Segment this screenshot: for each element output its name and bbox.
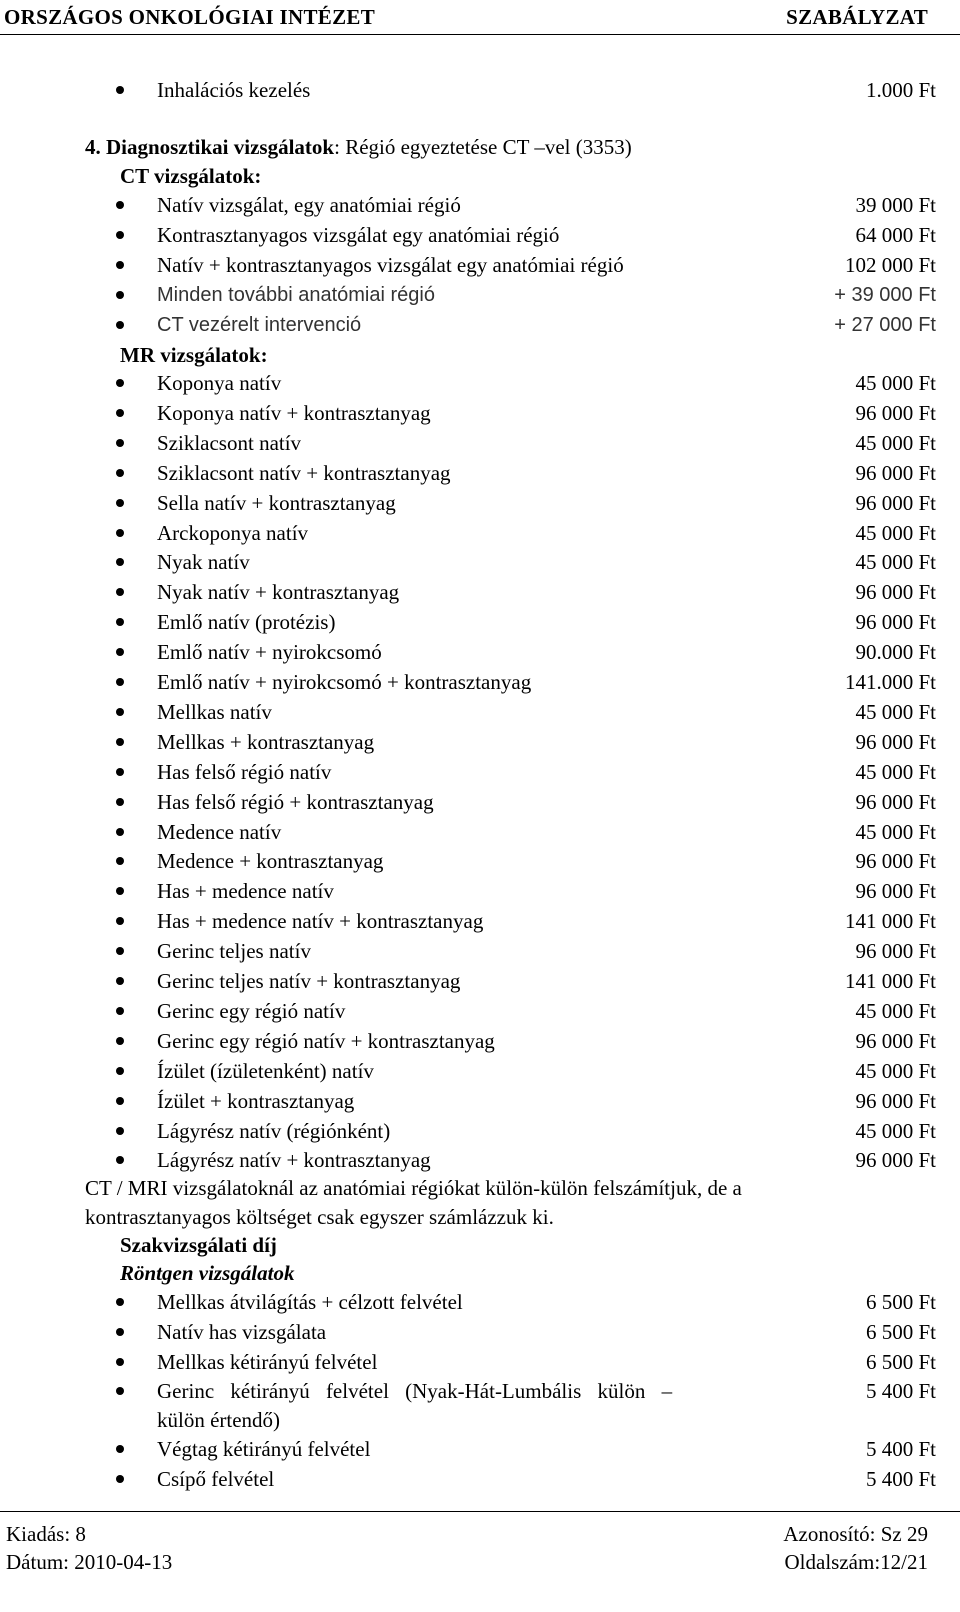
item-label: Gerinc teljes natív + kontrasztanyag [157, 969, 461, 993]
bullet-icon [116, 1358, 124, 1366]
item-label: Gerinc kétirányú felvétel (Nyak-Hát-Lumbális külön – [157, 1379, 673, 1403]
bullet-icon [116, 618, 124, 626]
bullet-icon [116, 409, 124, 417]
bullet-icon [116, 1445, 124, 1453]
item-price: 6 500 Ft [865, 1290, 936, 1314]
item-label: Nyak natív + kontrasztanyag [157, 580, 400, 605]
page-header [0, 0, 960, 35]
item-price: + 27 000 Ft [834, 314, 936, 336]
bullet-icon [116, 1475, 124, 1483]
item-label: Minden további anatómiai régió [157, 284, 435, 306]
item-price: 141 000 Ft [844, 909, 936, 934]
bullet-icon [116, 201, 124, 209]
document-type: SZABÁLYZAT [786, 5, 928, 29]
item-label: Mellkas átvilágítás + célzott felvétel [157, 1290, 463, 1314]
item-label: Has felső régió + kontrasztanyag [157, 789, 434, 814]
item-price: 96 000 Ft [855, 879, 936, 904]
item-price: 45 000 Ft [855, 819, 936, 844]
xray-subheading: Röntgen vizsgálatok [120, 1261, 295, 1285]
item-price: 45 000 Ft [855, 520, 936, 545]
item-price: 5 400 Ft [865, 1379, 936, 1403]
item-label: Csípő felvétel [157, 1467, 275, 1491]
item-label: Koponya natív + kontrasztanyag [157, 400, 431, 425]
item-label: Kontrasztanyagos vizsgálat egy anatómiai régió [157, 223, 560, 247]
bullet-icon [116, 261, 124, 269]
bullet-icon [116, 977, 124, 985]
item-label: Has + medence natív + kontrasztanyag [157, 909, 484, 934]
item-price: 96 000 Ft [855, 789, 936, 814]
item-label: Arckoponya natív [157, 520, 309, 545]
bullet-icon [116, 798, 124, 806]
item-label: Ízület (ízületenként) natív [157, 1058, 374, 1083]
item-label: Mellkas natív [157, 699, 272, 724]
item-price: 45 000 Ft [855, 699, 936, 724]
item-label: Natív vizsgálat, egy anatómiai régió [157, 193, 461, 217]
item-price: 1.000 Ft [865, 78, 936, 102]
item-label: Végtag kétirányú felvétel [157, 1437, 371, 1461]
section-subtitle: : Régió egyeztetése CT –vel (3353) [334, 135, 632, 159]
item-label-continuation: külön értendő) [157, 1408, 281, 1432]
item-price: 45 000 Ft [855, 371, 936, 395]
item-price: 96 000 Ft [855, 580, 936, 605]
ct-heading: CT vizsgálatok: [120, 164, 262, 188]
item-label: Lágyrész natív + kontrasztanyag [157, 1148, 431, 1173]
item-label: Mellkas + kontrasztanyag [157, 729, 375, 754]
item-label: Sella natív + kontrasztanyag [157, 490, 396, 515]
item-price: 96 000 Ft [855, 1148, 936, 1173]
page-footer [0, 1511, 960, 1612]
item-price: 45 000 Ft [855, 430, 936, 455]
bullet-icon [116, 917, 124, 925]
bullet-icon [116, 678, 124, 686]
item-label: Mellkas kétirányú felvétel [157, 1350, 378, 1374]
item-price: 6 500 Ft [865, 1350, 936, 1374]
szak-heading: Szakvizsgálati díj [120, 1233, 277, 1257]
item-price: + 39 000 Ft [834, 284, 936, 306]
bullet-icon [116, 768, 124, 776]
bullet-icon [116, 1067, 124, 1075]
bullet-icon [116, 379, 124, 387]
bullet-icon [116, 558, 124, 566]
bullet-icon [116, 947, 124, 955]
bullet-icon [116, 86, 124, 94]
item-price: 45 000 Ft [855, 1058, 936, 1083]
item-label: Koponya natív [157, 371, 282, 395]
bullet-icon [116, 738, 124, 746]
mr-heading: MR vizsgálatok: [120, 343, 268, 367]
item-price: 96 000 Ft [855, 1088, 936, 1113]
bullet-icon [116, 321, 124, 329]
bullet-icon [116, 231, 124, 239]
bullet-icon [116, 469, 124, 477]
item-label: Emlő natív + nyirokcsomó [157, 640, 382, 665]
item-label: Emlő natív + nyirokcsomó + kontrasztanyag [157, 670, 532, 694]
note-line-2: kontrasztanyagos költséget csak egyszer számlázzuk ki. [85, 1205, 554, 1229]
item-price: 6 500 Ft [865, 1320, 936, 1344]
bullet-icon [116, 529, 124, 537]
item-label: Natív + kontrasztanyagos vizsgálat egy anatómiai régió [157, 253, 624, 277]
bullet-icon [116, 857, 124, 865]
bullet-icon [116, 1127, 124, 1135]
section-heading [85, 134, 632, 160]
item-price: 96 000 Ft [855, 729, 936, 754]
item-label: Sziklacsont natív [157, 430, 302, 455]
item-price: 39 000 Ft [855, 193, 936, 217]
institution-name: ORSZÁGOS ONKOLÓGIAI INTÉZET [4, 5, 376, 29]
date: Dátum: 2010-04-13 [6, 1550, 173, 1574]
item-price: 45 000 Ft [855, 1118, 936, 1143]
item-label: Gerinc egy régió natív + kontrasztanyag [157, 1028, 495, 1053]
bullet-icon [116, 708, 124, 716]
bullet-icon [116, 291, 124, 299]
bullet-icon [116, 439, 124, 447]
bullet-icon [116, 1007, 124, 1015]
bullet-icon [116, 1037, 124, 1045]
item-price: 96 000 Ft [855, 1028, 936, 1053]
bullet-icon [116, 887, 124, 895]
item-label: Gerinc egy régió natív [157, 998, 346, 1023]
bullet-icon [116, 1328, 124, 1336]
item-price: 45 000 Ft [855, 550, 936, 575]
page-number: Oldalszám:12/21 [784, 1550, 928, 1574]
item-price: 5 400 Ft [865, 1437, 936, 1461]
bullet-icon [116, 1298, 124, 1306]
section-number: 4. [85, 135, 101, 159]
item-label: Has felső régió natív [157, 759, 332, 784]
bullet-icon [116, 1156, 124, 1164]
item-price: 96 000 Ft [855, 849, 936, 874]
bullet-icon [116, 499, 124, 507]
section-title: Diagnosztikai vizsgálatok [106, 135, 335, 159]
item-price: 64 000 Ft [855, 223, 936, 247]
bullet-icon [116, 588, 124, 596]
identifier: Azonosító: Sz 29 [783, 1522, 928, 1546]
item-price: 96 000 Ft [855, 490, 936, 515]
bullet-icon [116, 1387, 124, 1395]
bullet-icon [116, 828, 124, 836]
item-price: 5 400 Ft [865, 1467, 936, 1491]
item-label: Inhalációs kezelés [157, 78, 311, 102]
bullet-icon [116, 648, 124, 656]
item-price: 96 000 Ft [855, 610, 936, 635]
item-price: 45 000 Ft [855, 759, 936, 784]
item-label: Natív has vizsgálata [157, 1320, 327, 1344]
item-price: 141 000 Ft [844, 969, 936, 993]
item-price: 141.000 Ft [844, 670, 936, 694]
item-price: 96 000 Ft [855, 460, 936, 485]
item-label: Lágyrész natív (régiónként) [157, 1118, 391, 1143]
item-label: Nyak natív [157, 550, 250, 575]
edition: Kiadás: 8 [6, 1522, 86, 1546]
item-label: Emlő natív (protézis) [157, 610, 336, 635]
item-price: 45 000 Ft [855, 998, 936, 1023]
item-price: 96 000 Ft [855, 400, 936, 425]
item-label: Sziklacsont natív + kontrasztanyag [157, 460, 451, 485]
item-label: CT vezérelt intervenció [157, 314, 362, 336]
note-line-1: CT / MRI vizsgálatoknál az anatómiai régiókat külön-külön felszámítjuk, de a [85, 1176, 742, 1200]
item-label: Medence natív [157, 819, 282, 844]
item-label: Has + medence natív [157, 879, 334, 904]
item-price: 102 000 Ft [844, 253, 936, 277]
item-label: Ízület + kontrasztanyag [157, 1088, 355, 1113]
item-label: Gerinc teljes natív [157, 939, 311, 964]
item-price: 90.000 Ft [855, 640, 936, 665]
bullet-icon [116, 1097, 124, 1105]
item-price: 96 000 Ft [855, 939, 936, 964]
item-label: Medence + kontrasztanyag [157, 849, 384, 874]
